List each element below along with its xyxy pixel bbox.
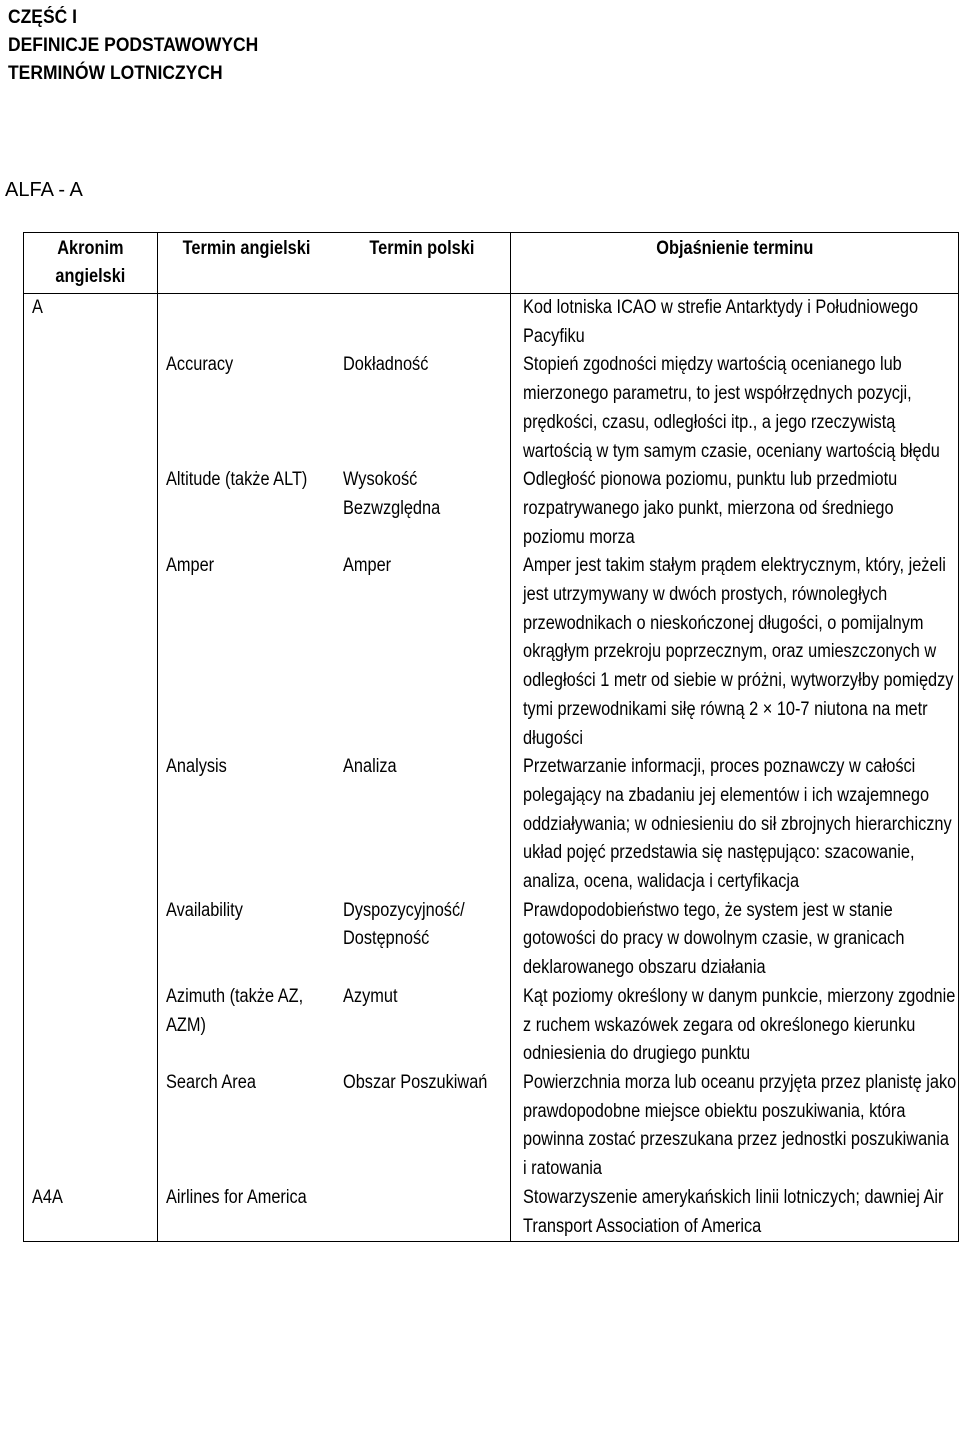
column-header-explanation: Objaśnienie terminu xyxy=(511,233,959,294)
cell-polish-term: Obszar Poszukiwań xyxy=(335,1069,511,1184)
table-row xyxy=(24,897,959,983)
section-title: ALFA - A xyxy=(5,179,83,201)
cell-polish-term: Azymut xyxy=(335,983,511,1069)
cell-explanation: Stowarzyszenie amerykańskich linii lotniczych; dawniej Air Transport Association of America xyxy=(511,1184,959,1242)
table-row xyxy=(24,983,959,1069)
cell-english-term: Airlines for America xyxy=(158,1184,335,1242)
cell-english-term: Availability xyxy=(166,899,243,921)
cell-english-term: Accuracy xyxy=(166,354,234,376)
cell-polish-term: Analiza xyxy=(335,753,511,897)
cell-explanation: Odległość pionowa poziomu, punktu lub przedmiotu rozpatrywanego jako punkt, mierzona od średniego poziomu morza xyxy=(511,466,959,552)
heading-line: DEFINICJE PODSTAWOWYCH xyxy=(8,35,259,56)
heading-line: TERMINÓW LOTNICZYCH xyxy=(8,63,223,84)
cell-acronym: A4A xyxy=(24,1184,158,1242)
table-row xyxy=(24,1184,959,1242)
cell-english-term: Search Area xyxy=(166,1071,256,1093)
table-row xyxy=(24,466,959,552)
cell-english-term: Azimuth (także AZ, AZM) xyxy=(166,985,304,1036)
table-row xyxy=(24,351,959,466)
document-heading xyxy=(8,4,258,88)
cell-acronym xyxy=(24,983,158,1069)
cell-english-term: Amper xyxy=(166,555,215,577)
cell-acronym xyxy=(24,466,158,552)
cell-english-term: Altitude (także ALT) xyxy=(166,469,308,491)
cell-acronym xyxy=(24,753,158,897)
cell-polish-term: Wysokość Bezwzględna xyxy=(335,466,511,552)
cell-polish-term xyxy=(335,1184,511,1242)
cell-acronym xyxy=(24,1069,158,1184)
cell-explanation: Kąt poziomy określony w danym punkcie, mierzony zgodnie z ruchem wskazówek zegara od określonego kierunku odniesienia do drugiego punktu xyxy=(511,983,959,1069)
cell-polish-term xyxy=(335,294,511,352)
heading-line: CZĘŚĆ I xyxy=(8,7,77,28)
column-header-polish-term: Termin polski xyxy=(335,233,511,294)
table-row xyxy=(24,753,959,897)
cell-explanation: Prawdopodobieństwo tego, że system jest w stanie gotowości do pracy w dowolnym czasie, w granicach deklarowanego obszaru działania xyxy=(511,897,959,983)
cell-polish-term: Dokładność xyxy=(335,351,511,466)
cell-explanation: Stopień zgodności między wartością ocenianego lub mierzonego parametru, to jest współrzędnych pozycji, prędkości, czasu, odległości itp., a jego rzeczywistą wartością w tym samym czasie, oceniany wartością błędu xyxy=(511,351,959,466)
cell-acronym xyxy=(24,351,158,466)
table-row xyxy=(24,1069,959,1184)
cell-acronym xyxy=(24,552,158,753)
cell-explanation: Amper jest takim stałym prądem elektrycznym, który, jeżeli jest utrzymywany w dwóch prostych, równoległych przewodnikach o nieskończonej długości, o pomijalnym okrągłym przekroju poprzecznym, oraz umieszczonych w odległości 1 metr od siebie w próżni, wytworzyłby pomiędzy tymi przewodnikami siłę równą 2 × 10-7 niutona na metr długości xyxy=(511,552,959,753)
table-row xyxy=(24,552,959,753)
column-header-english-term: Termin angielski xyxy=(158,233,335,294)
cell-english-term xyxy=(158,294,335,352)
table-header-row xyxy=(24,233,959,294)
column-header-acronym: Akronim angielski xyxy=(24,233,158,294)
cell-explanation: Przetwarzanie informacji, proces poznawczy w całości polegający na zbadaniu jej elementów i ich wzajemnego oddziaływania; w odniesieniu do sił zbrojnych hierarchiczny układ pojęć przedstawia się następująco: szacowanie, analiza, ocena, walidacja i certyfikacja xyxy=(511,753,959,897)
cell-explanation: Powierzchnia morza lub oceanu przyjęta przez planistę jako prawdopodobne miejsce obiektu poszukiwania, która powinna zostać przeszukana przez jednostki poszukiwania i ratowania xyxy=(511,1069,959,1184)
cell-polish-term: Dyspozycyjność/ Dostępność xyxy=(335,897,511,983)
cell-english-term: Analysis xyxy=(166,756,227,778)
cell-acronym xyxy=(24,897,158,983)
cell-acronym: A xyxy=(24,294,158,352)
cell-polish-term: Amper xyxy=(335,552,511,753)
table-row xyxy=(24,294,959,352)
cell-explanation: Kod lotniska ICAO w strefie Antarktydy i Południowego Pacyfiku xyxy=(511,294,959,352)
terms-table xyxy=(23,232,959,1242)
